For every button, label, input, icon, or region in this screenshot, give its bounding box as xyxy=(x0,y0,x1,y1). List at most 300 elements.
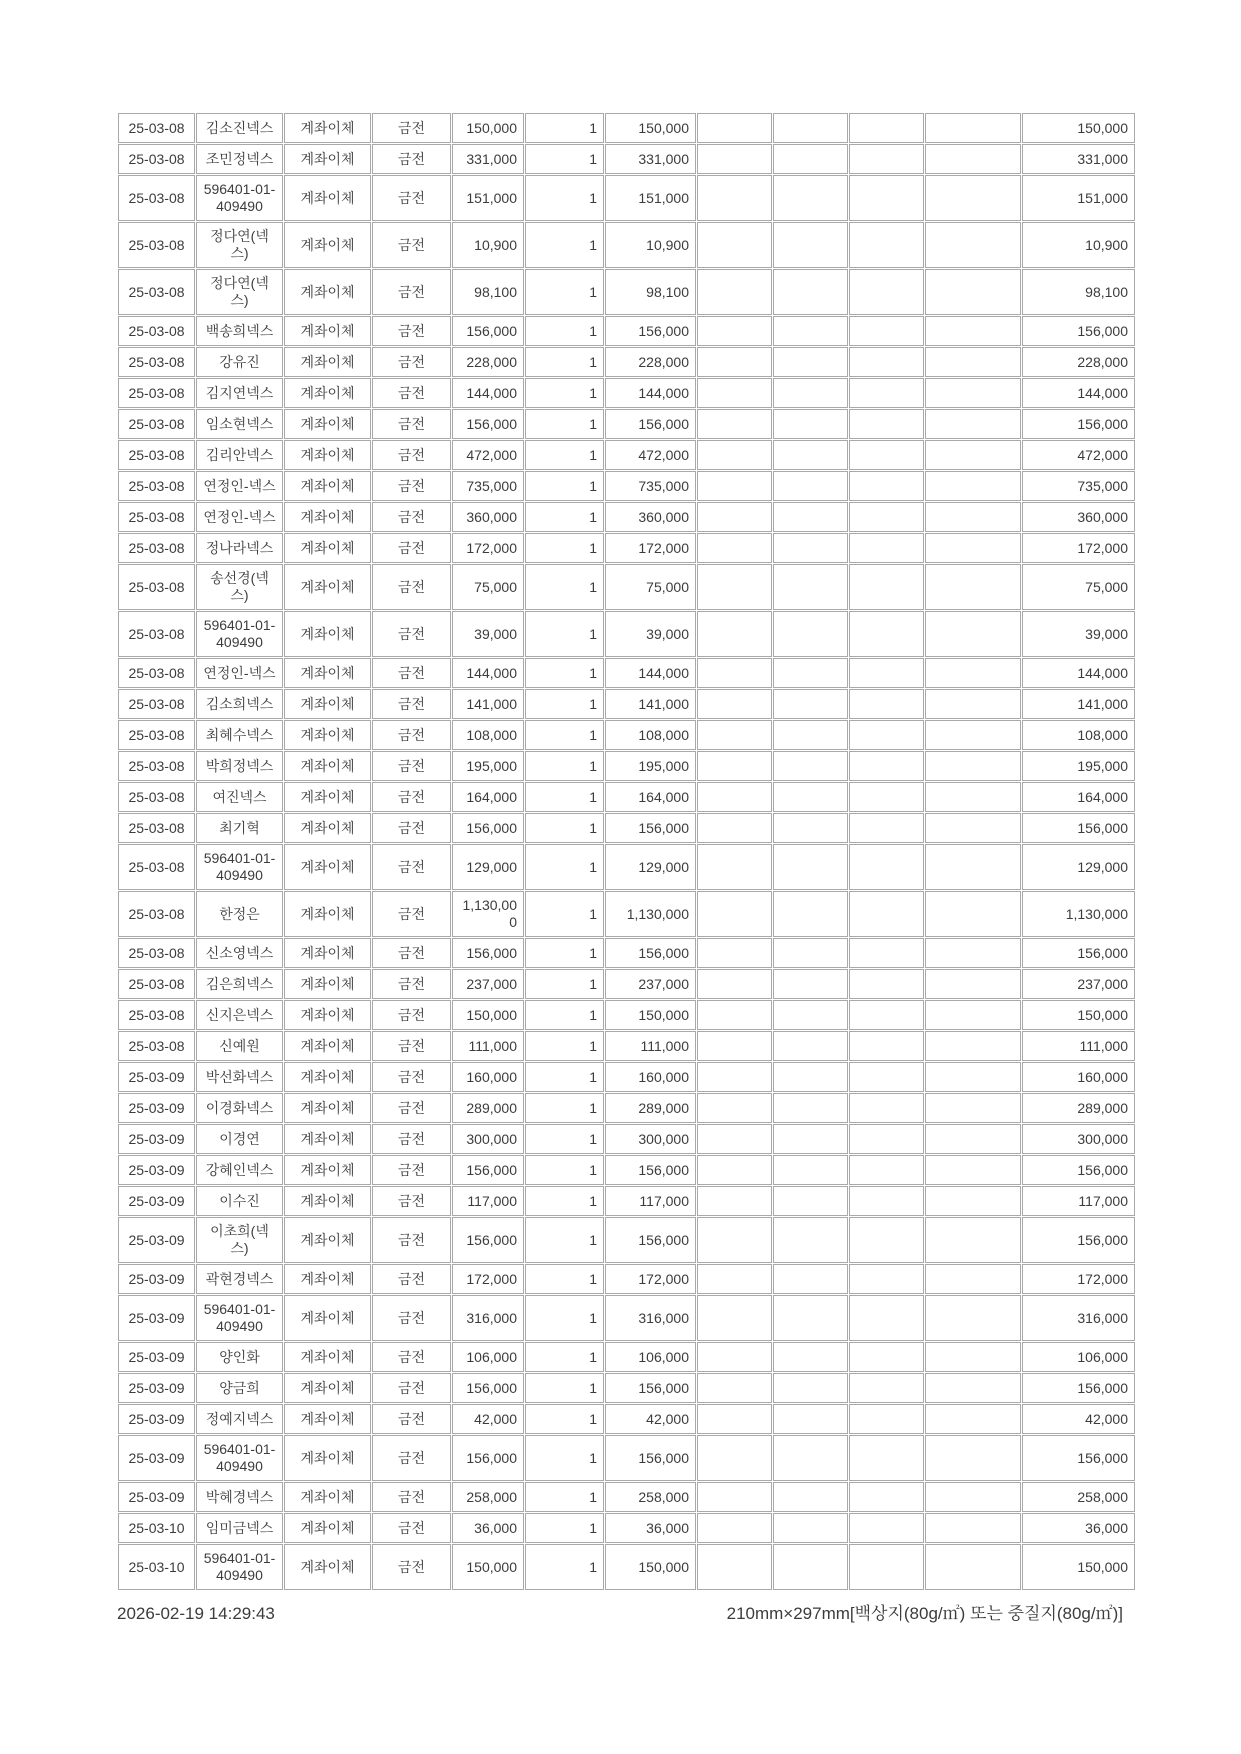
cell-total: 111,000 xyxy=(1022,1031,1135,1061)
cell-quantity: 1 xyxy=(525,1031,604,1061)
cell-name: 곽현경넥스 xyxy=(196,1264,283,1294)
cell-method: 계좌이체 xyxy=(284,144,371,174)
cell-method: 계좌이체 xyxy=(284,409,371,439)
cell-method: 계좌이체 xyxy=(284,1186,371,1216)
cell-quantity: 1 xyxy=(525,471,604,501)
cell-category: 금전 xyxy=(372,440,451,470)
cell-method: 계좌이체 xyxy=(284,269,371,315)
cell-method: 계좌이체 xyxy=(284,533,371,563)
cell-name: 596401-01-409490 xyxy=(196,1544,283,1590)
cell-quantity: 1 xyxy=(525,969,604,999)
cell-unit-amount: 39,000 xyxy=(452,611,524,657)
cell-name: 이경화넥스 xyxy=(196,1093,283,1123)
cell-unit-amount: 156,000 xyxy=(452,1217,524,1263)
cell-empty xyxy=(849,1062,924,1092)
cell-method: 계좌이체 xyxy=(284,502,371,532)
cell-unit-amount: 150,000 xyxy=(452,1544,524,1590)
cell-method: 계좌이체 xyxy=(284,891,371,937)
cell-method: 계좌이체 xyxy=(284,1155,371,1185)
cell-empty xyxy=(773,269,848,315)
cell-total: 472,000 xyxy=(1022,440,1135,470)
cell-total: 144,000 xyxy=(1022,658,1135,688)
cell-quantity: 1 xyxy=(525,502,604,532)
cell-quantity: 1 xyxy=(525,720,604,750)
cell-date: 25-03-08 xyxy=(118,1031,195,1061)
table-row xyxy=(118,658,1135,688)
cell-empty xyxy=(697,751,772,781)
cell-date: 25-03-08 xyxy=(118,751,195,781)
cell-unit-amount: 98,100 xyxy=(452,269,524,315)
cell-date: 25-03-08 xyxy=(118,611,195,657)
cell-empty xyxy=(773,1264,848,1294)
cell-empty xyxy=(773,751,848,781)
cell-amount: 144,000 xyxy=(605,658,696,688)
cell-total: 300,000 xyxy=(1022,1124,1135,1154)
cell-method: 계좌이체 xyxy=(284,720,371,750)
cell-amount: 172,000 xyxy=(605,533,696,563)
cell-category: 금전 xyxy=(372,1264,451,1294)
cell-name: 신지은넥스 xyxy=(196,1000,283,1030)
cell-empty xyxy=(849,891,924,937)
cell-amount: 195,000 xyxy=(605,751,696,781)
cell-empty xyxy=(925,113,1021,143)
cell-empty xyxy=(773,1155,848,1185)
cell-total: 156,000 xyxy=(1022,813,1135,843)
cell-empty xyxy=(925,969,1021,999)
cell-total: 172,000 xyxy=(1022,1264,1135,1294)
cell-date: 25-03-09 xyxy=(118,1295,195,1341)
cell-method: 계좌이체 xyxy=(284,316,371,346)
table-row xyxy=(118,1373,1135,1403)
cell-empty xyxy=(697,1031,772,1061)
cell-category: 금전 xyxy=(372,1544,451,1590)
cell-empty xyxy=(849,564,924,610)
cell-method: 계좌이체 xyxy=(284,938,371,968)
cell-date: 25-03-09 xyxy=(118,1124,195,1154)
cell-date: 25-03-09 xyxy=(118,1373,195,1403)
cell-total: 156,000 xyxy=(1022,316,1135,346)
cell-method: 계좌이체 xyxy=(284,1295,371,1341)
cell-empty xyxy=(925,564,1021,610)
cell-quantity: 1 xyxy=(525,1373,604,1403)
cell-total: 331,000 xyxy=(1022,144,1135,174)
cell-date: 25-03-10 xyxy=(118,1544,195,1590)
cell-empty xyxy=(925,1186,1021,1216)
cell-quantity: 1 xyxy=(525,347,604,377)
cell-empty xyxy=(925,1373,1021,1403)
cell-method: 계좌이체 xyxy=(284,1217,371,1263)
cell-empty xyxy=(925,891,1021,937)
table-row xyxy=(118,564,1135,610)
cell-empty xyxy=(773,533,848,563)
cell-empty xyxy=(773,113,848,143)
cell-name: 임소현넥스 xyxy=(196,409,283,439)
table-row xyxy=(118,813,1135,843)
cell-empty xyxy=(925,813,1021,843)
cell-empty xyxy=(849,1342,924,1372)
cell-category: 금전 xyxy=(372,1482,451,1512)
cell-category: 금전 xyxy=(372,144,451,174)
table-row xyxy=(118,502,1135,532)
cell-empty xyxy=(849,533,924,563)
cell-empty xyxy=(697,564,772,610)
cell-empty xyxy=(925,844,1021,890)
cell-name: 박희정넥스 xyxy=(196,751,283,781)
cell-name: 596401-01-409490 xyxy=(196,1435,283,1481)
cell-name: 596401-01-409490 xyxy=(196,175,283,221)
cell-amount: 42,000 xyxy=(605,1404,696,1434)
cell-quantity: 1 xyxy=(525,1435,604,1481)
cell-total: 735,000 xyxy=(1022,471,1135,501)
cell-name: 최기혁 xyxy=(196,813,283,843)
cell-amount: 156,000 xyxy=(605,1373,696,1403)
cell-category: 금전 xyxy=(372,813,451,843)
cell-date: 25-03-08 xyxy=(118,844,195,890)
cell-category: 금전 xyxy=(372,751,451,781)
cell-category: 금전 xyxy=(372,113,451,143)
cell-unit-amount: 160,000 xyxy=(452,1062,524,1092)
cell-name: 백송희넥스 xyxy=(196,316,283,346)
cell-unit-amount: 144,000 xyxy=(452,658,524,688)
cell-empty xyxy=(773,1031,848,1061)
cell-empty xyxy=(773,378,848,408)
cell-date: 25-03-08 xyxy=(118,144,195,174)
cell-empty xyxy=(773,1342,848,1372)
cell-quantity: 1 xyxy=(525,1155,604,1185)
cell-empty xyxy=(849,1295,924,1341)
table-row xyxy=(118,144,1135,174)
cell-empty xyxy=(697,1155,772,1185)
cell-name: 이경연 xyxy=(196,1124,283,1154)
cell-unit-amount: 111,000 xyxy=(452,1031,524,1061)
cell-empty xyxy=(925,378,1021,408)
cell-empty xyxy=(697,844,772,890)
cell-category: 금전 xyxy=(372,1295,451,1341)
cell-unit-amount: 164,000 xyxy=(452,782,524,812)
cell-category: 금전 xyxy=(372,1062,451,1092)
cell-name: 신예원 xyxy=(196,1031,283,1061)
cell-empty xyxy=(697,969,772,999)
table-row xyxy=(118,751,1135,781)
cell-empty xyxy=(697,1513,772,1543)
cell-empty xyxy=(925,1062,1021,1092)
cell-empty xyxy=(697,316,772,346)
cell-empty xyxy=(849,1513,924,1543)
cell-empty xyxy=(773,938,848,968)
cell-method: 계좌이체 xyxy=(284,1000,371,1030)
cell-empty xyxy=(773,1000,848,1030)
cell-empty xyxy=(925,782,1021,812)
table-row xyxy=(118,316,1135,346)
cell-method: 계좌이체 xyxy=(284,1062,371,1092)
cell-category: 금전 xyxy=(372,891,451,937)
cell-amount: 156,000 xyxy=(605,938,696,968)
cell-amount: 472,000 xyxy=(605,440,696,470)
cell-amount: 111,000 xyxy=(605,1031,696,1061)
cell-empty xyxy=(697,1093,772,1123)
cell-category: 금전 xyxy=(372,564,451,610)
cell-quantity: 1 xyxy=(525,1295,604,1341)
cell-empty xyxy=(773,1404,848,1434)
cell-amount: 156,000 xyxy=(605,316,696,346)
table-row xyxy=(118,938,1135,968)
cell-quantity: 1 xyxy=(525,440,604,470)
cell-empty xyxy=(925,1264,1021,1294)
cell-name: 이수진 xyxy=(196,1186,283,1216)
cell-amount: 258,000 xyxy=(605,1482,696,1512)
cell-method: 계좌이체 xyxy=(284,1093,371,1123)
cell-quantity: 1 xyxy=(525,844,604,890)
cell-empty xyxy=(925,533,1021,563)
cell-empty xyxy=(849,269,924,315)
cell-category: 금전 xyxy=(372,720,451,750)
cell-category: 금전 xyxy=(372,1404,451,1434)
cell-empty xyxy=(849,1217,924,1263)
cell-amount: 228,000 xyxy=(605,347,696,377)
cell-name: 박혜경넥스 xyxy=(196,1482,283,1512)
cell-empty xyxy=(773,1435,848,1481)
cell-unit-amount: 172,000 xyxy=(452,533,524,563)
cell-date: 25-03-08 xyxy=(118,113,195,143)
cell-total: 150,000 xyxy=(1022,113,1135,143)
cell-empty xyxy=(773,658,848,688)
cell-total: 156,000 xyxy=(1022,409,1135,439)
cell-method: 계좌이체 xyxy=(284,1342,371,1372)
cell-quantity: 1 xyxy=(525,1513,604,1543)
cell-empty xyxy=(697,611,772,657)
cell-empty xyxy=(925,502,1021,532)
cell-quantity: 1 xyxy=(525,891,604,937)
cell-method: 계좌이체 xyxy=(284,113,371,143)
cell-empty xyxy=(773,1093,848,1123)
cell-empty xyxy=(697,1435,772,1481)
cell-amount: 151,000 xyxy=(605,175,696,221)
cell-empty xyxy=(849,1000,924,1030)
cell-empty xyxy=(773,1124,848,1154)
table-row xyxy=(118,1031,1135,1061)
transactions-body xyxy=(118,113,1135,1590)
cell-quantity: 1 xyxy=(525,378,604,408)
cell-total: 141,000 xyxy=(1022,689,1135,719)
cell-empty xyxy=(697,269,772,315)
cell-empty xyxy=(849,378,924,408)
cell-amount: 98,100 xyxy=(605,269,696,315)
cell-quantity: 1 xyxy=(525,782,604,812)
cell-amount: 289,000 xyxy=(605,1093,696,1123)
cell-date: 25-03-08 xyxy=(118,891,195,937)
cell-empty xyxy=(925,1544,1021,1590)
cell-empty xyxy=(773,1186,848,1216)
table-row xyxy=(118,611,1135,657)
table-row xyxy=(118,440,1135,470)
cell-method: 계좌이체 xyxy=(284,1404,371,1434)
cell-total: 172,000 xyxy=(1022,533,1135,563)
cell-date: 25-03-08 xyxy=(118,969,195,999)
cell-category: 금전 xyxy=(372,378,451,408)
cell-empty xyxy=(925,1342,1021,1372)
cell-total: 316,000 xyxy=(1022,1295,1135,1341)
cell-date: 25-03-09 xyxy=(118,1062,195,1092)
cell-date: 25-03-08 xyxy=(118,689,195,719)
table-row xyxy=(118,1155,1135,1185)
cell-empty xyxy=(773,782,848,812)
cell-unit-amount: 151,000 xyxy=(452,175,524,221)
cell-name: 최혜수넥스 xyxy=(196,720,283,750)
cell-unit-amount: 360,000 xyxy=(452,502,524,532)
cell-amount: 117,000 xyxy=(605,1186,696,1216)
cell-total: 360,000 xyxy=(1022,502,1135,532)
cell-total: 39,000 xyxy=(1022,611,1135,657)
cell-category: 금전 xyxy=(372,658,451,688)
cell-empty xyxy=(849,1373,924,1403)
cell-date: 25-03-08 xyxy=(118,720,195,750)
cell-empty xyxy=(849,175,924,221)
cell-date: 25-03-08 xyxy=(118,269,195,315)
cell-empty xyxy=(925,611,1021,657)
cell-unit-amount: 156,000 xyxy=(452,1435,524,1481)
cell-unit-amount: 331,000 xyxy=(452,144,524,174)
cell-empty xyxy=(849,144,924,174)
cell-quantity: 1 xyxy=(525,1404,604,1434)
cell-name: 송선경(넥스) xyxy=(196,564,283,610)
cell-empty xyxy=(849,813,924,843)
cell-method: 계좌이체 xyxy=(284,751,371,781)
cell-empty xyxy=(849,316,924,346)
cell-empty xyxy=(849,611,924,657)
cell-empty xyxy=(697,1482,772,1512)
cell-name: 양금희 xyxy=(196,1373,283,1403)
cell-category: 금전 xyxy=(372,409,451,439)
cell-unit-amount: 258,000 xyxy=(452,1482,524,1512)
cell-total: 195,000 xyxy=(1022,751,1135,781)
cell-empty xyxy=(697,175,772,221)
cell-amount: 331,000 xyxy=(605,144,696,174)
cell-category: 금전 xyxy=(372,1000,451,1030)
cell-unit-amount: 289,000 xyxy=(452,1093,524,1123)
cell-empty xyxy=(697,1295,772,1341)
cell-empty xyxy=(849,1482,924,1512)
cell-unit-amount: 150,000 xyxy=(452,1000,524,1030)
table-row xyxy=(118,1093,1135,1123)
cell-unit-amount: 144,000 xyxy=(452,378,524,408)
cell-name: 김지연넥스 xyxy=(196,378,283,408)
cell-method: 계좌이체 xyxy=(284,1482,371,1512)
cell-method: 계좌이체 xyxy=(284,1124,371,1154)
cell-name: 연정인-넥스 xyxy=(196,502,283,532)
cell-empty xyxy=(773,720,848,750)
cell-category: 금전 xyxy=(372,471,451,501)
table-row xyxy=(118,1186,1135,1216)
cell-category: 금전 xyxy=(372,689,451,719)
cell-empty xyxy=(697,782,772,812)
cell-quantity: 1 xyxy=(525,1000,604,1030)
cell-category: 금전 xyxy=(372,175,451,221)
cell-empty xyxy=(773,1544,848,1590)
cell-unit-amount: 156,000 xyxy=(452,1373,524,1403)
cell-date: 25-03-08 xyxy=(118,409,195,439)
cell-category: 금전 xyxy=(372,938,451,968)
cell-quantity: 1 xyxy=(525,938,604,968)
cell-empty xyxy=(697,1342,772,1372)
cell-empty xyxy=(773,222,848,268)
cell-total: 164,000 xyxy=(1022,782,1135,812)
cell-empty xyxy=(773,564,848,610)
cell-total: 129,000 xyxy=(1022,844,1135,890)
cell-empty xyxy=(697,1404,772,1434)
cell-date: 25-03-10 xyxy=(118,1513,195,1543)
cell-empty xyxy=(697,533,772,563)
table-row xyxy=(118,1124,1135,1154)
cell-amount: 156,000 xyxy=(605,1155,696,1185)
cell-empty xyxy=(773,844,848,890)
cell-empty xyxy=(925,751,1021,781)
cell-category: 금전 xyxy=(372,1031,451,1061)
cell-empty xyxy=(849,1435,924,1481)
cell-name: 연정인-넥스 xyxy=(196,471,283,501)
table-row xyxy=(118,1513,1135,1543)
cell-total: 10,900 xyxy=(1022,222,1135,268)
cell-category: 금전 xyxy=(372,316,451,346)
cell-empty xyxy=(773,409,848,439)
cell-quantity: 1 xyxy=(525,611,604,657)
cell-name: 596401-01-409490 xyxy=(196,844,283,890)
table-row xyxy=(118,471,1135,501)
cell-name: 김리안넥스 xyxy=(196,440,283,470)
cell-amount: 10,900 xyxy=(605,222,696,268)
cell-date: 25-03-08 xyxy=(118,938,195,968)
cell-date: 25-03-08 xyxy=(118,440,195,470)
cell-empty xyxy=(849,1404,924,1434)
cell-method: 계좌이체 xyxy=(284,844,371,890)
cell-empty xyxy=(925,269,1021,315)
cell-empty xyxy=(773,813,848,843)
cell-empty xyxy=(697,1544,772,1590)
cell-category: 금전 xyxy=(372,1342,451,1372)
cell-date: 25-03-09 xyxy=(118,1342,195,1372)
cell-total: 150,000 xyxy=(1022,1000,1135,1030)
cell-date: 25-03-08 xyxy=(118,222,195,268)
cell-name: 김소진넥스 xyxy=(196,113,283,143)
table-row xyxy=(118,269,1135,315)
cell-amount: 75,000 xyxy=(605,564,696,610)
cell-empty xyxy=(849,113,924,143)
cell-empty xyxy=(925,720,1021,750)
cell-total: 160,000 xyxy=(1022,1062,1135,1092)
cell-empty xyxy=(697,1186,772,1216)
cell-name: 한정은 xyxy=(196,891,283,937)
cell-quantity: 1 xyxy=(525,113,604,143)
cell-date: 25-03-09 xyxy=(118,1482,195,1512)
cell-empty xyxy=(925,409,1021,439)
cell-total: 42,000 xyxy=(1022,1404,1135,1434)
cell-amount: 106,000 xyxy=(605,1342,696,1372)
cell-empty xyxy=(925,1217,1021,1263)
cell-empty xyxy=(925,1513,1021,1543)
cell-name: 정예지넥스 xyxy=(196,1404,283,1434)
cell-amount: 150,000 xyxy=(605,1000,696,1030)
cell-amount: 156,000 xyxy=(605,409,696,439)
cell-total: 156,000 xyxy=(1022,938,1135,968)
cell-empty xyxy=(925,1031,1021,1061)
cell-empty xyxy=(849,751,924,781)
cell-quantity: 1 xyxy=(525,813,604,843)
cell-category: 금전 xyxy=(372,1155,451,1185)
cell-method: 계좌이체 xyxy=(284,658,371,688)
cell-total: 228,000 xyxy=(1022,347,1135,377)
table-row xyxy=(118,175,1135,221)
cell-method: 계좌이체 xyxy=(284,782,371,812)
cell-amount: 735,000 xyxy=(605,471,696,501)
